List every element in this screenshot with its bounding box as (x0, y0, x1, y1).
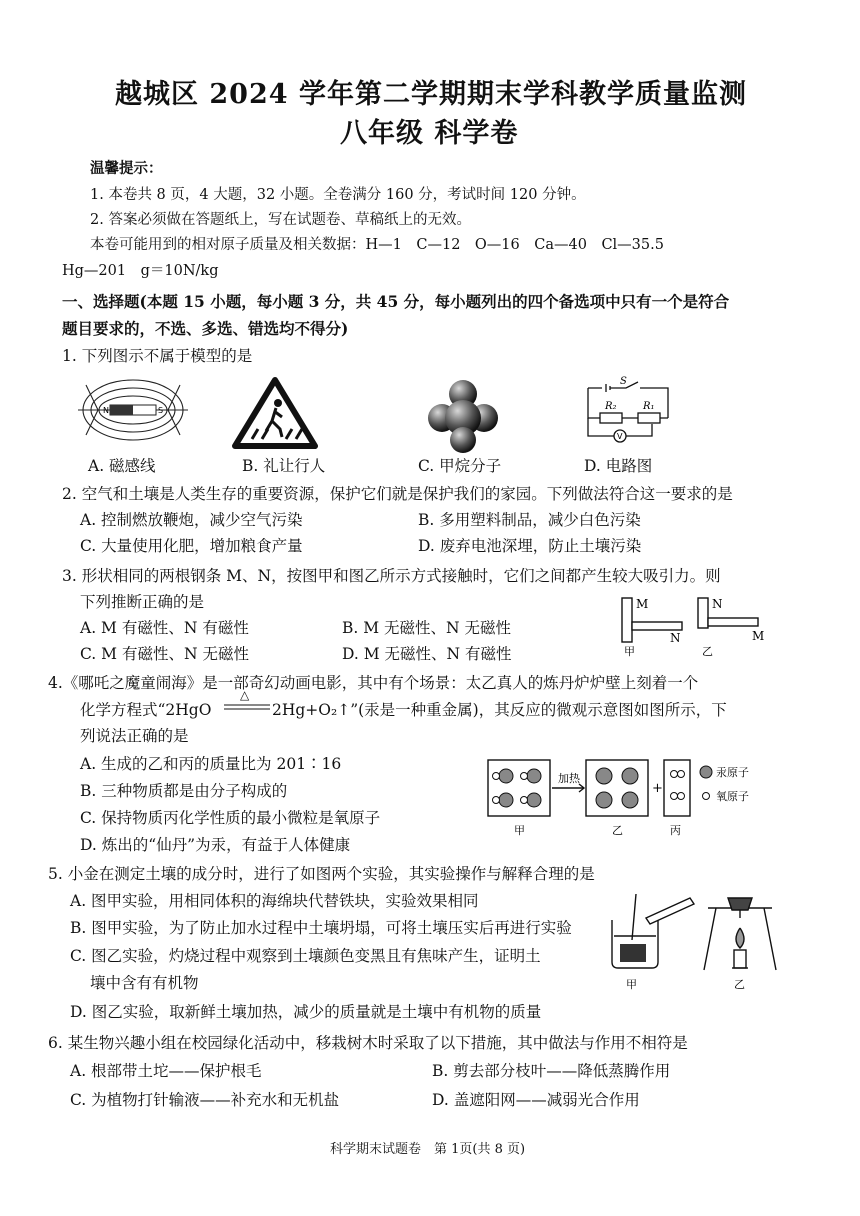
pedestrian-sign-figure (232, 377, 318, 449)
option-d: D. M 无磁性、N 有磁性 (342, 645, 512, 663)
option-b: B. M 无磁性、N 无磁性 (342, 619, 512, 637)
option-b: B. 剪去部分枝叶——降低蒸腾作用 (432, 1062, 671, 1080)
magnetic-field-figure (78, 375, 188, 445)
option-a: A. M 有磁性、N 有磁性 (80, 619, 249, 637)
voltmeter-label: V (617, 432, 623, 441)
option-c: C. 为植物打针输液——补充水和无机盐 (70, 1091, 340, 1109)
question-stem: 1. 下列图示不属于模型的是 (62, 347, 253, 365)
tips-line: Hg—201 g＝10N/kg (62, 263, 219, 279)
question-stem: 4.《哪吒之魔童闹海》是一部奇幻动画电影，其中有个场景：太乙真人的炼丹炉炉壁上刻着一个 (48, 674, 699, 692)
figure-label-jia: 甲 (624, 645, 635, 658)
question-stem-part: 化学方程式“2HgO (80, 701, 212, 719)
methane-molecule-figure (426, 378, 500, 454)
page-subtitle: 八年级 科学卷 (340, 118, 519, 149)
option-d: D. 电路图 (584, 457, 653, 475)
resistor-label-r2: R₂ (605, 401, 617, 412)
soil-experiment-figure (606, 888, 782, 992)
resistor-label-r1: R₁ (643, 401, 655, 412)
bar-label-n: N (670, 631, 681, 645)
option-b: B. 图甲实验，为了防止加水过程中土壤坍塌，可将土壤压实后再进行实验 (70, 919, 572, 937)
option-b: B. 多用塑料制品，减少白色污染 (418, 511, 641, 529)
section-heading: 一、选择题(本题 15 小题，每小题 3 分，共 45 分，每小题列出的四个备选项中只有一个是符合 (62, 292, 730, 311)
bar-label-m: M (752, 629, 765, 643)
question-stem: 列说法正确的是 (80, 727, 189, 745)
figure-label-jia: 甲 (626, 978, 637, 991)
legend-hg: 汞原子 (716, 766, 749, 779)
bar-label-n: N (712, 597, 723, 611)
option-d: D. 图乙实验，取新鲜土壤加热，减少的质量就是土壤中有机物的质量 (70, 1003, 542, 1021)
reaction-condition: △ (240, 688, 250, 702)
legend-o: 氧原子 (716, 790, 749, 803)
fig-label-n: N (103, 406, 109, 415)
option-a: A. 生成的乙和丙的质量比为 201∶16 (80, 755, 342, 773)
option-a: A. 图甲实验，用相同体积的海绵块代替铁块，实验效果相同 (70, 892, 479, 910)
page-footer: 科学期末试题卷 第 1页(共 8 页) (330, 1142, 526, 1157)
question-stem: 5. 小金在测定土壤的成分时，进行了如图两个实验，其实验操作与解释合理的是 (48, 865, 595, 883)
question-stem: 下列推断正确的是 (80, 593, 205, 611)
option-c: C. 图乙实验，灼烧过程中观察到土壤颜色变黑且有焦味产生，证明土 (70, 947, 541, 965)
option-b: B. 礼让行人 (242, 457, 326, 475)
tips-heading: 温馨提示： (90, 160, 163, 177)
option-d: D. 废弃电池深埋，防止土壤污染 (418, 537, 642, 555)
question-stem: 3. 形状相同的两根钢条 M、N，按图甲和图乙所示方式接触时，它们之间都产生较大吸引力。则 (62, 567, 721, 585)
circuit-diagram-figure (578, 378, 678, 444)
tips-line: 1. 本卷共 8 页，4 大题，32 小题。全卷满分 160 分，考试时间 120 分钟。 (90, 187, 586, 203)
option-d: D. 炼出的“仙丹”为汞，有益于人体健康 (80, 836, 351, 854)
option-a: A. 磁感线 (88, 457, 156, 475)
tips-line: 2. 答案必须做在答题纸上，写在试题卷、草稿纸上的无效。 (90, 212, 471, 228)
option-b: B. 三种物质都是由分子构成的 (80, 782, 288, 800)
figure-label-bing: 丙 (670, 824, 681, 837)
option-c: C. M 有磁性、N 无磁性 (80, 645, 249, 663)
bar-label-m: M (636, 597, 649, 611)
option-d: D. 盖遮阳网——减弱光合作用 (432, 1091, 640, 1109)
option-c-cont: 壤中含有有机物 (90, 974, 199, 992)
option-a: A. 控制燃放鞭炮，减少空气污染 (80, 511, 303, 529)
question-stem-part: 2Hg+O₂↑”(汞是一种重金属)，其反应的微观示意图如图所示，下 (272, 701, 727, 719)
equals-arrow (224, 703, 270, 711)
figure-label-yi: 乙 (702, 645, 713, 658)
plus-sign: + (652, 781, 663, 796)
option-c: C. 保持物质丙化学性质的最小微粒是氧原子 (80, 809, 381, 827)
figure-label-yi: 乙 (612, 824, 623, 837)
option-c: C. 甲烷分子 (418, 457, 502, 475)
reaction-micro-figure (484, 758, 774, 840)
question-stem: 2. 空气和土壤是人类生存的重要资源，保护它们就是保护我们的家园。下列做法符合这一要求的是 (62, 485, 733, 503)
section-heading: 题目要求的，不选、多选、错选均不得分) (62, 319, 349, 338)
figure-label-jia: 甲 (514, 824, 525, 837)
page-title: 越城区 2024 学年第二学期期末学科教学质量监测 (115, 79, 747, 110)
switch-label: S (620, 376, 627, 387)
option-a: A. 根部带土坨——保护根毛 (70, 1062, 262, 1080)
fig-label-s: S (158, 406, 164, 415)
option-c: C. 大量使用化肥，增加粮食产量 (80, 537, 303, 555)
figure-label-yi: 乙 (734, 978, 745, 991)
steel-bars-figure (614, 594, 770, 658)
heat-label: 加热 (558, 772, 580, 785)
tips-line: 本卷可能用到的相对原子质量及相关数据：H—1 C—12 O—16 Ca—40 Cl—35.5 (90, 237, 664, 253)
question-stem: 6. 某生物兴趣小组在校园绿化活动中，移栽树木时采取了以下措施，其中做法与作用不相符是 (48, 1034, 688, 1052)
